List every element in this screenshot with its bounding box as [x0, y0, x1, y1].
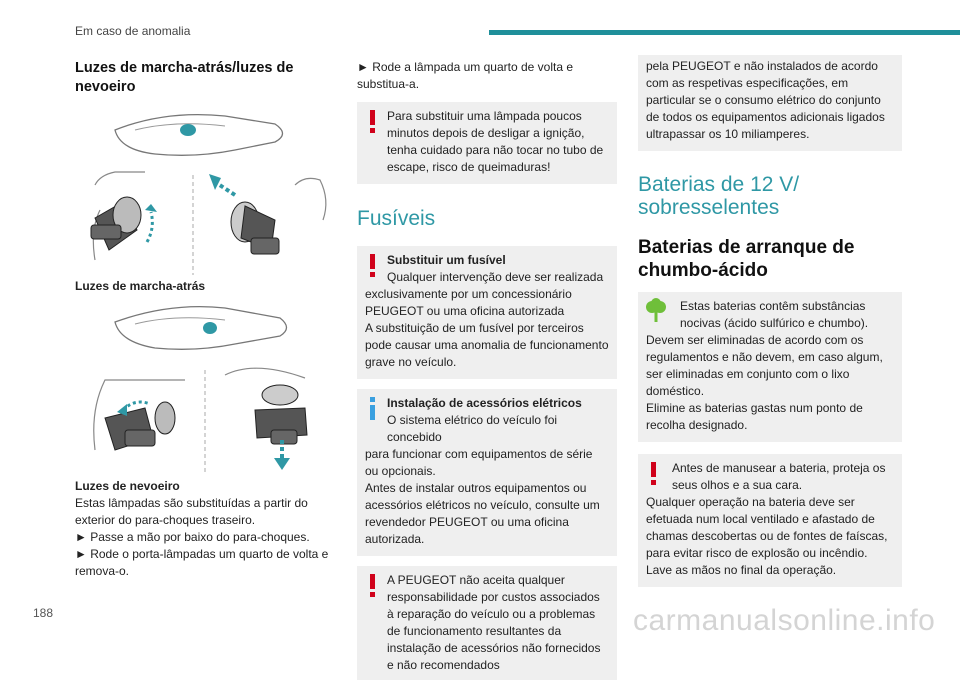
warning-box-continued [638, 55, 902, 151]
warning-liability-rest: responsabilidade por custos associados à reparação do veículo ou a problemas de funcionamento resultantes da instalação de acessórios não fornecidos e não recomendados [387, 590, 601, 672]
battery-warn-line1: Antes de manusear a bateria, proteja os [672, 461, 886, 475]
info-box-accessories [357, 389, 617, 556]
battery-warn-rest2: Qualquer operação na bateria deve ser efetuada num local ventilado e afastado de chamas descobertas ou de fontes de faíscas, para evitar risco de explosão ou incêndio. [646, 495, 888, 560]
warning-exclamation-icon [363, 252, 383, 278]
column-2 [357, 59, 617, 680]
env-line1: Estas baterias contêm substâncias [680, 299, 866, 313]
column-3 [638, 55, 902, 587]
warning-fuse-rest2: A substituição de um fusível por terceiros pode causar uma anomalia de funcionamento grave no veículo. [365, 321, 609, 369]
page-number: 188 [33, 606, 54, 620]
environment-box-disposal [638, 292, 902, 442]
warning-text-rest: minutos depois de desligar a ignição, tenha cuidado para não tocar no tubo de escape, risco de queimaduras! [387, 126, 604, 174]
fog-text-block [75, 478, 330, 580]
warning-fuse-line1: Qualquer intervenção deve ser realizada [387, 270, 604, 284]
env-rest1: nocivas (ácido sulfúrico e chumbo). [680, 316, 869, 330]
section-title-reverse-fog: Luzes de marcha-atrás/luzes de nevoeiro [75, 60, 294, 95]
warning-box-liability [357, 566, 617, 680]
info-icon [363, 395, 383, 421]
warning-exclamation-icon [644, 460, 664, 486]
recycle-tree-icon [644, 298, 668, 324]
battery-warn-rest3: Lave as mãos no final da operação. [646, 563, 837, 577]
column-1 [75, 50, 330, 97]
continued-text: pela PEUGEOT e não instalados de acordo com as respetivas especificações, em particular se o consumo elétrico do conjunto de todos os equipamentos adicionais ligados ultrapassar os 10 miliamperes. [646, 59, 885, 141]
warning-fuse-rest: exclusivamente por um concessionário PEUGEOT ou uma oficina autorizada [365, 287, 572, 318]
info-accessories-line1: O sistema elétrico do veículo foi concebido [387, 413, 558, 444]
env-rest2: Devem ser eliminadas de acordo com os regulamentos e não devem, em caso algum, ser eliminadas em conjunto com o lixo doméstico. [646, 333, 883, 398]
info-accessories-rest2: Antes de instalar outros equipamentos ou acessórios elétricos no veículo, consulte um revendedor PEUGEOT ou uma oficina autorizada. [365, 481, 600, 546]
warning-box-fuse [357, 246, 617, 379]
caption-reverse [75, 278, 330, 295]
fog-light-illustration [75, 300, 335, 475]
step-turn-bulb: ► Rode a lâmpada um quarto de volta e substitua-a. [357, 60, 574, 91]
watermark: carmanualsonline.info [633, 604, 936, 637]
caption-reverse-lights: Luzes de marcha-atrás [75, 279, 206, 293]
section-title-batteries: Baterias de 12 V/ sobresselentes [638, 173, 800, 219]
warning-box-battery [638, 454, 902, 587]
warning-exclamation-icon [363, 108, 383, 134]
warning-exclamation-icon [363, 572, 383, 598]
reverse-light-illustration [75, 110, 335, 275]
subsection-title-lead-acid: Baterias de arranque de chumbo-ácido [638, 237, 855, 281]
info-title-accessories: Instalação de acessórios elétricos [387, 396, 582, 410]
warning-liability-line1: A PEUGEOT não aceita qualquer [387, 573, 565, 587]
caption-fog-lights: Luzes de nevoeiro [75, 479, 180, 493]
section-title-fuses: Fusíveis [357, 207, 436, 230]
info-accessories-rest: para funcionar com equipamentos de série ou opcionais. [365, 447, 593, 478]
header-accent-bar [489, 30, 960, 35]
warning-box-burn [357, 102, 617, 184]
step-turn-holder: ► Rode o porta-lâmpadas um quarto de volta e remova-o. [75, 547, 329, 578]
header-section-title: Em caso de anomalia [75, 24, 191, 38]
step-pass-hand: ► Passe a mão por baixo do para-choques. [75, 530, 310, 544]
warning-title-fuse: Substituir um fusível [387, 253, 506, 267]
battery-warn-rest1: seus olhos e a sua cara. [672, 478, 803, 492]
env-rest3: Elimine as baterias gastas num ponto de recolha designado. [646, 401, 863, 432]
warning-text-line1: Para substituir uma lâmpada poucos [387, 109, 582, 123]
fog-intro-text: Estas lâmpadas são substituídas a partir do exterior do para-choques traseiro. [75, 496, 308, 527]
